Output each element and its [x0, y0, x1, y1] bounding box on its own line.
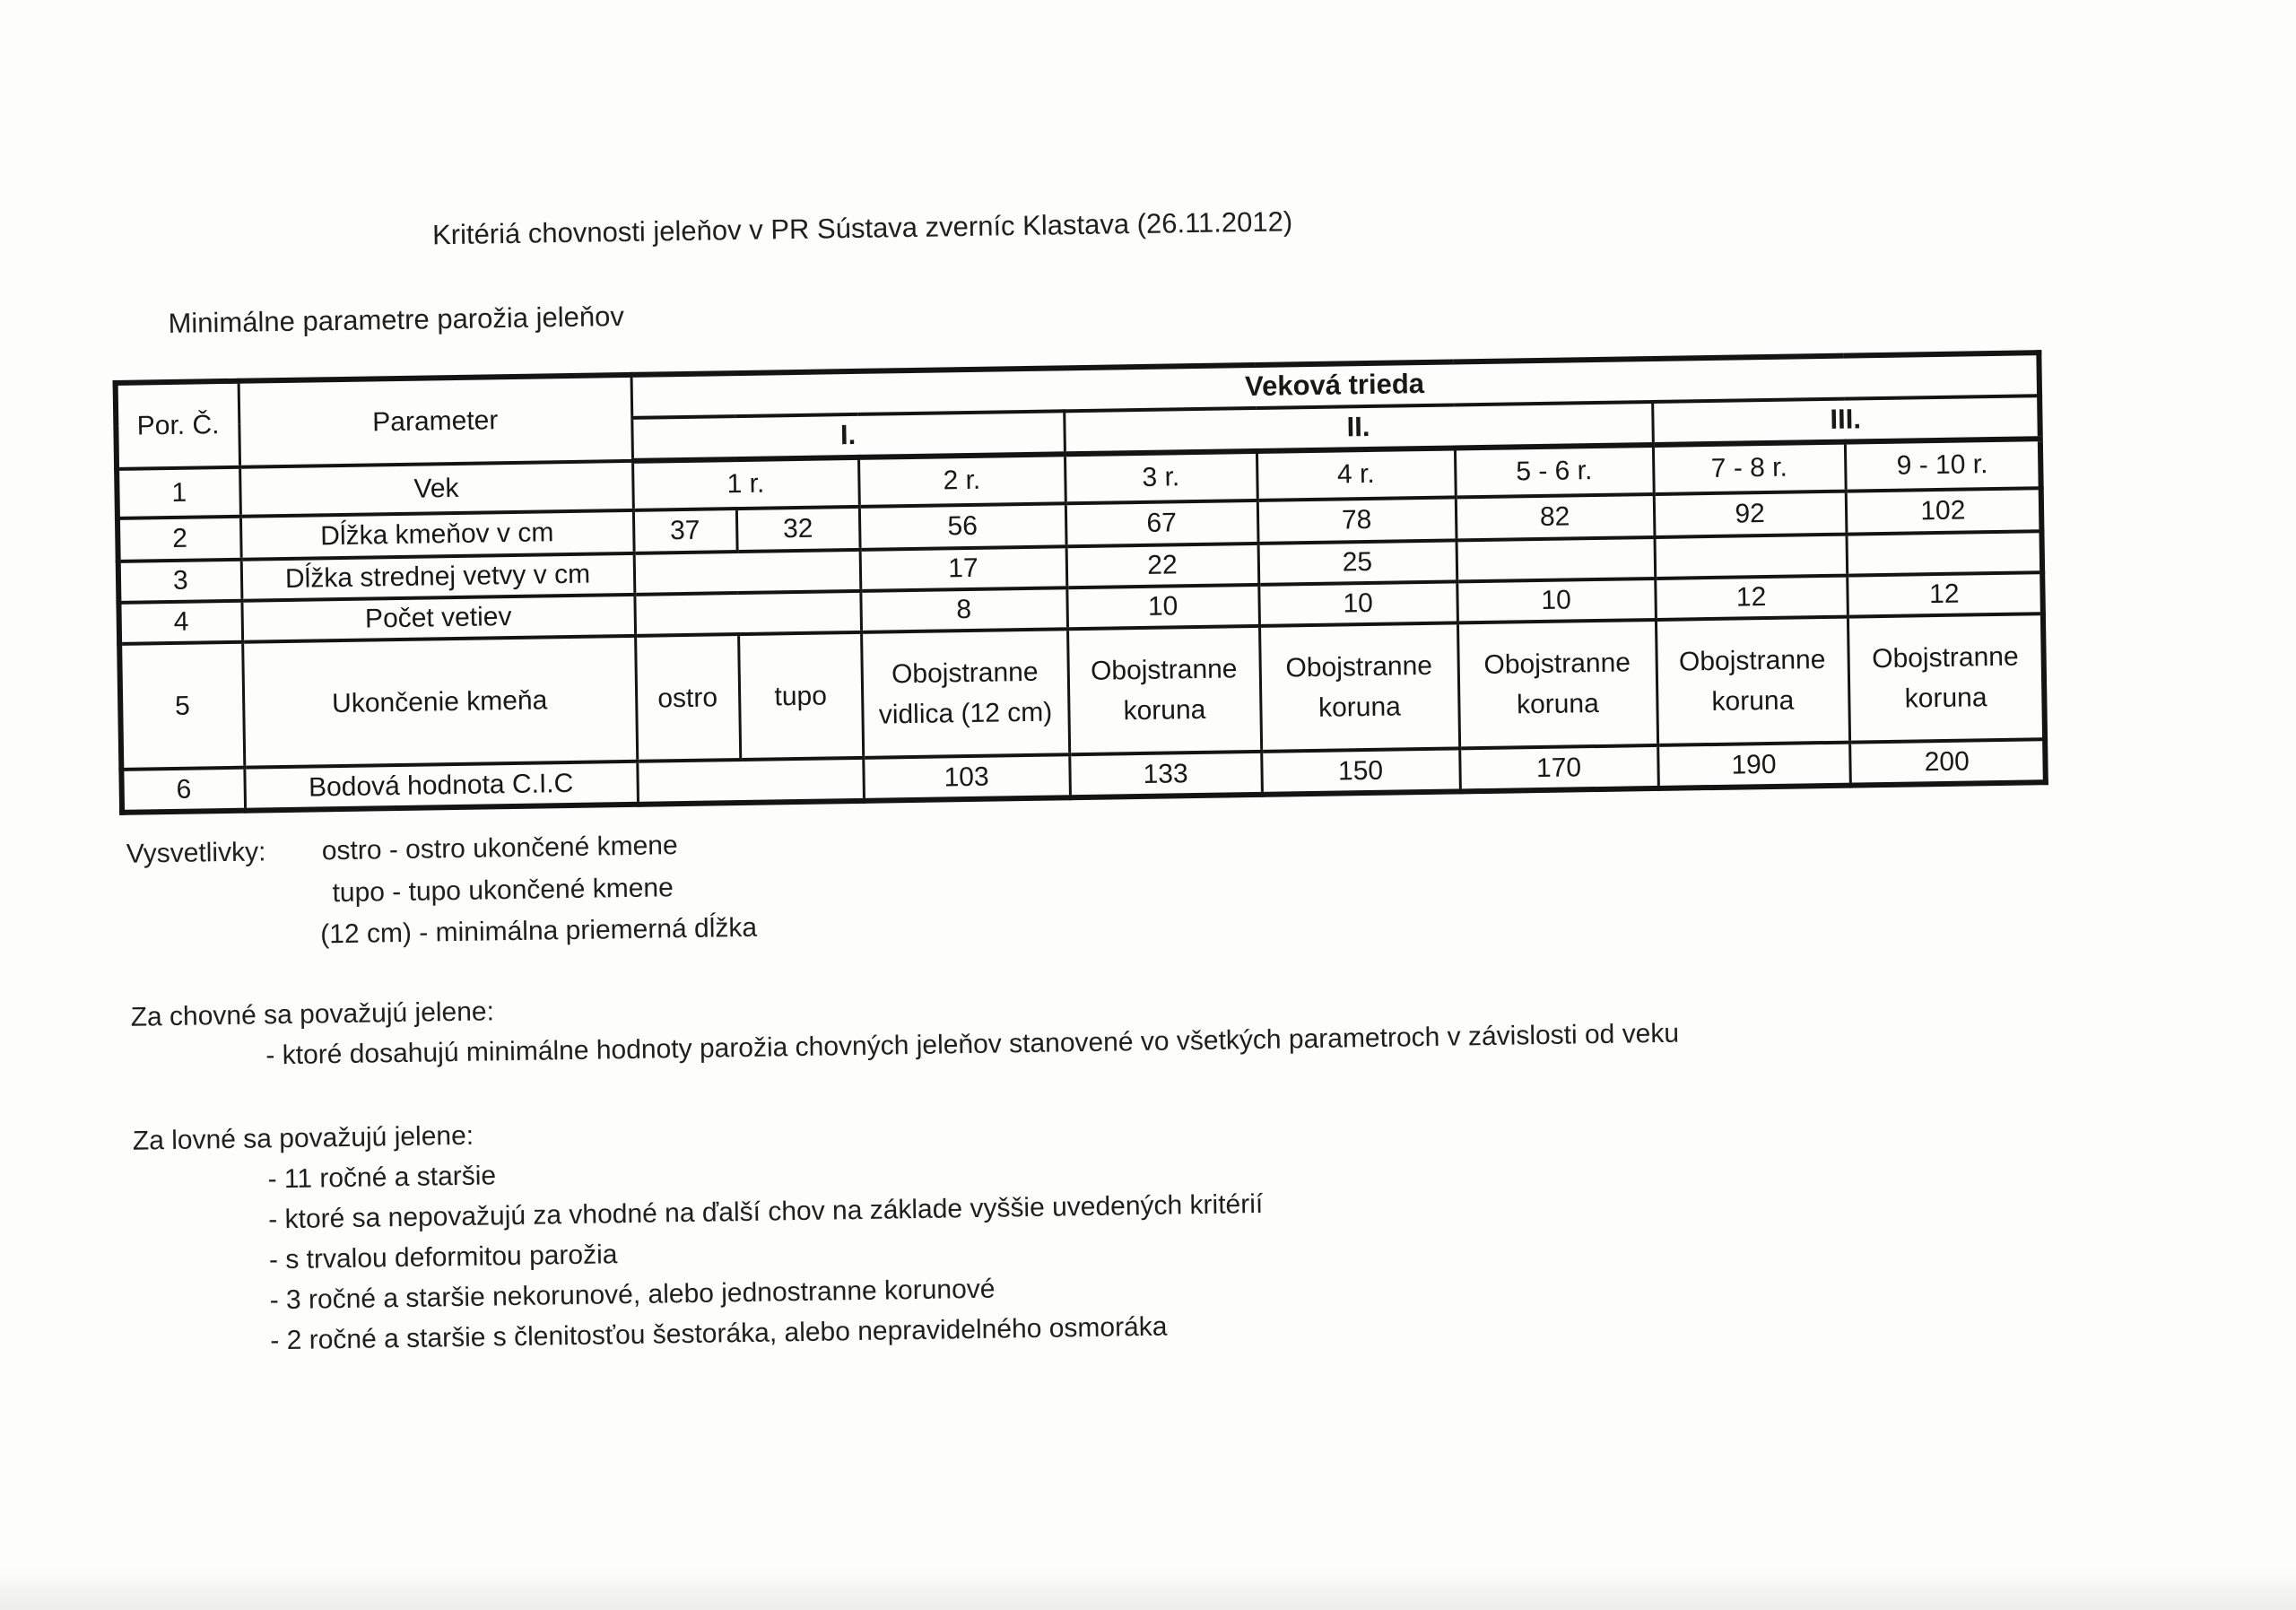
hunting-section-item: - 2 ročné a staršie s členitosťou šestoráka, alebo nepravidelného osmoráka	[270, 1311, 1168, 1356]
row-number-cell: 6	[121, 768, 245, 813]
table-cell: 5 - 6 r.	[1455, 445, 1654, 497]
document-subtitle: Minimálne parametre parožia jeleňov	[168, 300, 625, 339]
table-cell: 150	[1261, 748, 1460, 794]
table-cell: ostro	[635, 634, 740, 761]
table-cell: 8	[860, 587, 1067, 632]
age-class-header-2: II.	[1064, 402, 1653, 454]
table-cell: 7 - 8 r.	[1653, 442, 1846, 494]
table-cell: 170	[1459, 745, 1658, 791]
table-cell	[634, 591, 861, 636]
table-cell: 37	[633, 509, 737, 553]
breeding-section-heading: Za chovné sa považujú jelene:	[130, 996, 495, 1032]
parameter-cell: Dĺžka kmeňov v cm	[240, 510, 634, 560]
age-class-header-1: I.	[631, 411, 1065, 461]
table-cell	[1457, 537, 1656, 581]
table-cell: 3 r.	[1065, 451, 1257, 503]
col-header-parameter: Parameter	[239, 375, 632, 467]
hunting-section-item: - s trvalou deformitou parožia	[268, 1240, 618, 1275]
table-cell: Obojstranne koruna	[1848, 614, 2045, 742]
table-cell: 9 - 10 r.	[1845, 439, 2041, 491]
table-cell: 12	[1847, 572, 2043, 616]
table-cell: 10	[1457, 579, 1656, 622]
parameter-cell: Vek	[239, 461, 633, 517]
legend-item: (12 cm) - minimálna priemerná dĺžka	[320, 912, 758, 950]
legend-label: Vysvetlivky:	[126, 837, 266, 869]
table-cell: Obojstranne koruna	[1457, 620, 1657, 748]
table-cell	[637, 758, 864, 805]
table-cell: 2 r.	[858, 454, 1065, 507]
legend-item: ostro - ostro ukončené kmene	[321, 831, 678, 866]
legend-item: tupo - tupo ukončené kmene	[332, 873, 674, 909]
col-header-age-group: Veková trieda	[631, 352, 2040, 418]
table-cell: 22	[1066, 544, 1259, 587]
table-cell: 133	[1069, 752, 1262, 797]
hunting-section-heading: Za lovné sa považujú jelene:	[132, 1120, 474, 1156]
table-cell: 32	[736, 507, 860, 552]
parameter-cell: Dĺžka strednej vetvy v cm	[241, 553, 635, 601]
table-cell: 103	[863, 754, 1070, 801]
table-cell: 102	[1846, 488, 2042, 534]
table-cell: 10	[1066, 585, 1259, 629]
table-cell: 10	[1258, 581, 1457, 625]
parameter-cell: Bodová hodnota C.I.C	[244, 761, 638, 811]
row-number-cell: 2	[117, 517, 241, 561]
table-cell: 92	[1654, 492, 1847, 537]
row-number-cell: 4	[118, 601, 242, 644]
hunting-section-item: - ktoré sa nepovažujú za vhodné na ďalší chov na základe vyššie uvedených kritérií	[268, 1188, 1264, 1235]
table-cell: 67	[1065, 500, 1258, 546]
table-cell	[1846, 531, 2042, 575]
table-cell: 25	[1258, 540, 1457, 584]
table-cell: Obojstranne koruna	[1259, 622, 1459, 751]
table-cell	[634, 550, 861, 595]
table-cell: Obojstranne vidlica (12 cm)	[861, 629, 1069, 758]
table-cell: Obojstranne koruna	[1656, 617, 1849, 745]
table-cell: 56	[859, 503, 1066, 550]
table-cell: Obojstranne koruna	[1067, 626, 1261, 754]
col-header-num: Por. Č.	[116, 381, 239, 469]
hunting-section-item: - 3 ročné a staršie nekorunové, alebo jednostranne korunové	[269, 1274, 996, 1316]
table-cell: tupo	[738, 632, 863, 760]
document-title: Kritériá chovnosti jeleňov v PR Sústava zverníc Klastava (26.11.2012)	[431, 205, 1293, 251]
parameter-cell: Počet vetiev	[241, 595, 635, 642]
breeding-section-item: - ktoré dosahujú minimálne hodnoty parožia chovných jeleňov stanovené vo všetkých parametroch v závislosti od veku	[265, 1018, 1680, 1071]
row-number-cell: 1	[117, 467, 240, 518]
row-number-cell: 5	[119, 642, 244, 770]
row-number-cell: 3	[118, 560, 242, 603]
table-cell: 200	[1849, 739, 2046, 785]
parameter-cell: Ukončenie kmeňa	[242, 636, 637, 768]
table-cell: 12	[1655, 576, 1848, 620]
table-cell: 78	[1257, 497, 1457, 543]
table-cell: 1 r.	[632, 457, 859, 510]
table-cell: 4 r.	[1257, 448, 1456, 500]
table-cell: 190	[1657, 743, 1850, 788]
table-cell	[1654, 535, 1847, 579]
table-cell: 82	[1456, 494, 1655, 540]
hunting-section-item: - 11 ročné a staršie	[267, 1161, 497, 1195]
criteria-table	[113, 350, 2048, 815]
table-cell: 17	[860, 546, 1067, 591]
age-class-header-3: III.	[1652, 396, 2040, 445]
